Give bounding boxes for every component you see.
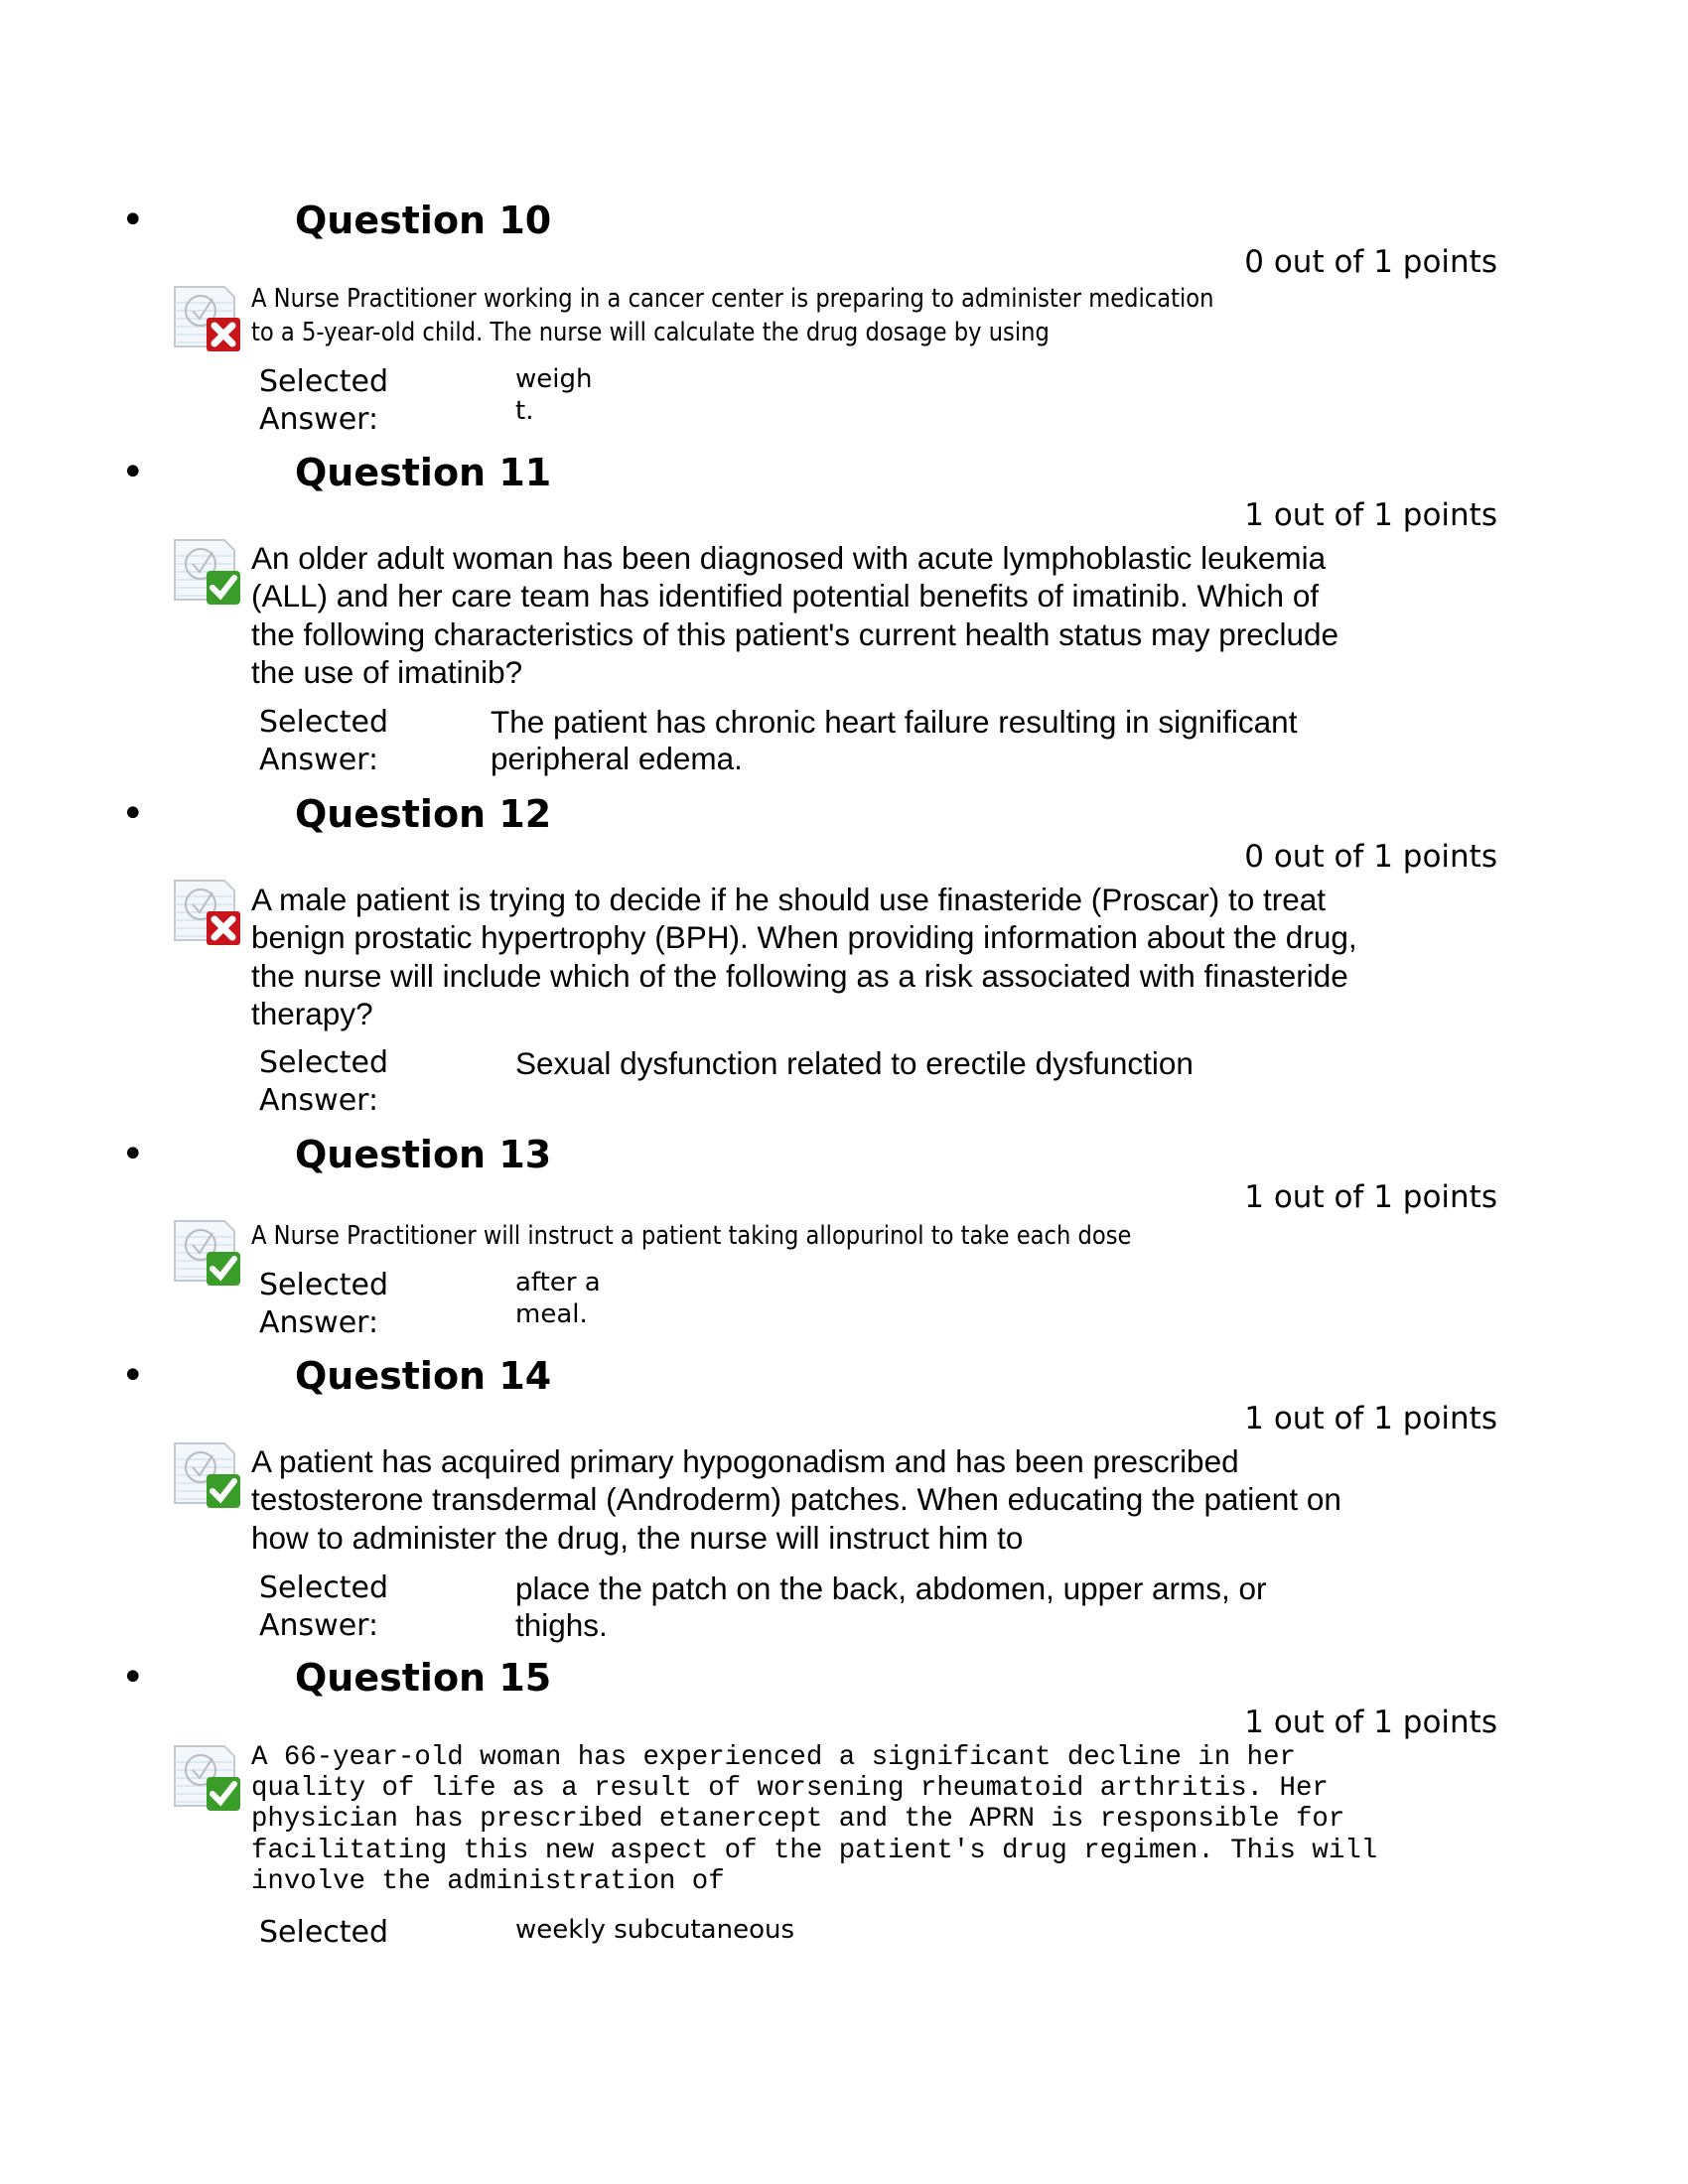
question-text-line: facilitating this new aspect of the patient's drug regimen. This will xyxy=(251,1835,1378,1866)
bullet-marker: • xyxy=(121,1655,145,1701)
question-title: Question 14 xyxy=(295,1354,552,1398)
question-title: Question 11 xyxy=(295,451,552,494)
label-line: Answer: xyxy=(259,743,379,777)
answer-line: The patient has chronic heart failure resulting in significant xyxy=(491,704,1298,740)
answer-line: t. xyxy=(515,396,534,426)
points-score: 0 out of 1 points xyxy=(1244,839,1497,875)
label-line: Selected xyxy=(259,705,389,740)
points-score: 1 out of 1 points xyxy=(1244,1401,1497,1436)
label-line: Selected xyxy=(259,1915,389,1950)
question-title: Question 12 xyxy=(295,792,552,836)
label-line: Selected xyxy=(259,1268,389,1302)
bullet-marker: • xyxy=(121,198,145,243)
points-score: 1 out of 1 points xyxy=(1244,1179,1497,1215)
label-line: Answer: xyxy=(259,1608,379,1643)
selected-answer-label xyxy=(259,1914,388,1952)
selected-answer-value xyxy=(491,704,1297,777)
question-title: Question 15 xyxy=(295,1656,552,1700)
answer-line: peripheral edema. xyxy=(491,741,743,776)
question-text xyxy=(251,1442,1443,1557)
question-text-line: A Nurse Practitioner will instruct a patient taking allopurinol to take each dose xyxy=(251,1221,1132,1251)
question-text-line: (ALL) and her care team has identified potential benefits of imatinib. Which of xyxy=(251,578,1320,614)
selected-answer-value xyxy=(515,1570,1266,1644)
label-line: Selected xyxy=(259,1045,389,1080)
selected-answer-value xyxy=(515,1045,1194,1082)
question-title: Question 13 xyxy=(295,1133,552,1176)
selected-answer-value xyxy=(515,363,592,427)
answer-line: place the patch on the back, abdomen, upper arms, or xyxy=(515,1570,1267,1606)
selected-answer-label xyxy=(259,363,388,439)
label-line: Selected xyxy=(259,1570,389,1605)
answer-line: after a xyxy=(515,1268,601,1297)
bullet-marker: • xyxy=(121,1132,145,1177)
selected-answer-label xyxy=(259,1570,388,1645)
incorrect-answer-icon xyxy=(173,879,242,946)
correct-answer-icon xyxy=(173,1219,242,1287)
question-text xyxy=(251,1219,1314,1253)
answer-line: Sexual dysfunction related to erectile dysfunction xyxy=(515,1045,1194,1081)
question-text-line: how to administer the drug, the nurse will instruct him to xyxy=(251,1519,1024,1556)
selected-answer-value xyxy=(515,1914,794,1946)
question-text-line: A 66-year-old woman has experienced a significant decline in her xyxy=(251,1742,1296,1773)
question-text-line: A patient has acquired primary hypogonadism and has been prescribed xyxy=(251,1443,1239,1479)
label-line: Answer: xyxy=(259,1305,379,1340)
question-text-line: A Nurse Practitioner working in a cancer center is preparing to administer medication xyxy=(251,284,1214,314)
question-text xyxy=(251,1742,1492,1897)
points-score: 0 out of 1 points xyxy=(1244,244,1497,280)
correct-answer-icon xyxy=(173,538,242,606)
question-text-line: involve the administration of xyxy=(251,1865,725,1897)
incorrect-answer-icon xyxy=(173,285,242,352)
question-text-line: therapy? xyxy=(251,995,373,1031)
bullet-marker: • xyxy=(121,450,145,495)
question-text-line: An older adult woman has been diagnosed with acute lymphoblastic leukemia xyxy=(251,540,1327,576)
bullet-marker: • xyxy=(121,791,145,837)
label-line: Selected xyxy=(259,364,389,399)
question-text-line: the following characteristics of this patient's current health status may preclude xyxy=(251,615,1339,652)
question-text-line: the nurse will include which of the following as a risk associated with finasteride xyxy=(251,957,1348,994)
selected-answer-label xyxy=(259,704,388,779)
question-text-line: A male patient is trying to decide if he should use finasteride (Proscar) to treat xyxy=(251,882,1327,917)
correct-answer-icon xyxy=(173,1441,242,1509)
question-title: Question 10 xyxy=(295,199,552,242)
label-line: Answer: xyxy=(259,1083,379,1118)
question-text-line: testosterone transdermal (Androderm) patches. When educating the patient on xyxy=(251,1481,1341,1518)
answer-line: weigh xyxy=(515,364,593,394)
question-text xyxy=(251,539,1443,691)
answer-line: meal. xyxy=(515,1299,588,1329)
points-score: 1 out of 1 points xyxy=(1244,497,1497,533)
question-text-line: quality of life as a result of worsening rheumatoid arthritis. Her xyxy=(251,1773,1329,1805)
question-text-line: physician has prescribed etanercept and the APRN is responsible for xyxy=(251,1804,1345,1836)
bullet-marker: • xyxy=(121,1353,145,1399)
question-text-line: the use of imatinib? xyxy=(251,653,523,690)
question-text-line: to a 5-year-old child. The nurse will calculate the drug dosage by using xyxy=(251,318,1050,347)
question-text xyxy=(251,881,1443,1032)
answer-line: thighs. xyxy=(515,1607,608,1643)
question-text xyxy=(251,282,1314,349)
question-text-line: benign prostatic hypertrophy (BPH). When providing information about the drug, xyxy=(251,919,1357,956)
answer-line: weekly subcutaneous xyxy=(515,1915,795,1945)
selected-answer-label xyxy=(259,1267,388,1342)
label-line: Answer: xyxy=(259,402,379,437)
points-score: 1 out of 1 points xyxy=(1244,1705,1497,1740)
selected-answer-label xyxy=(259,1044,388,1120)
correct-answer-icon xyxy=(173,1744,242,1812)
selected-answer-value xyxy=(515,1267,601,1330)
